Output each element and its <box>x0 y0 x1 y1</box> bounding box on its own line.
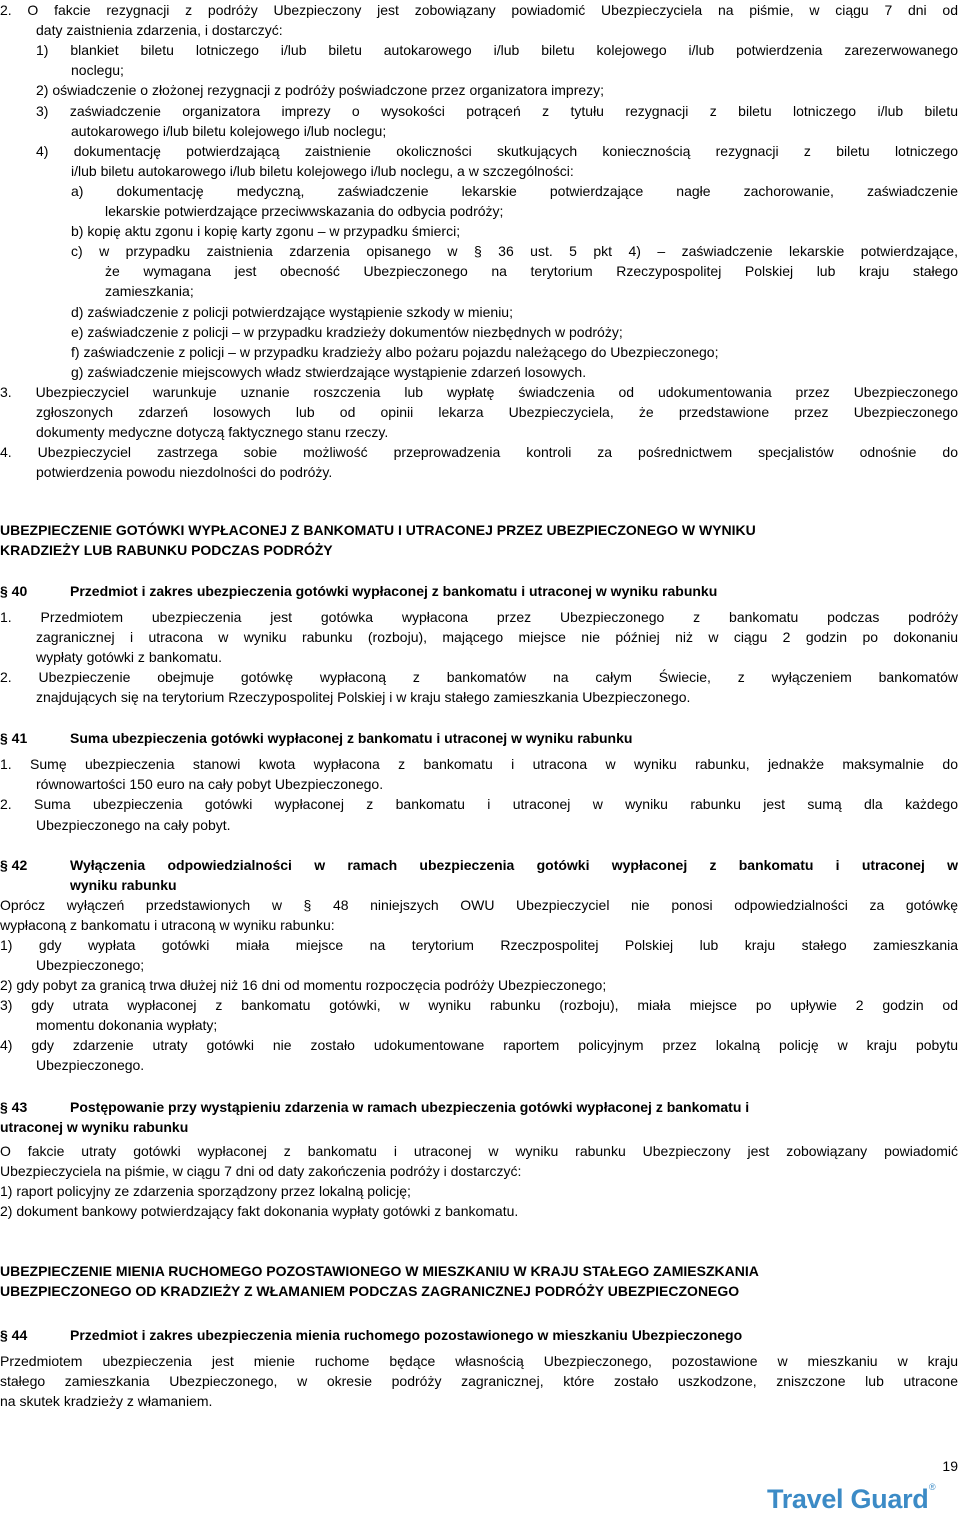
section-title: Wyłączenia odpowiedzialności w ramach ubezpieczenia gotówki wypłaconej z bankomatu i utraconej w <box>70 857 958 873</box>
list-item-continuation: Ubezpieczonego. <box>36 1057 145 1073</box>
section-number: § 42 <box>0 857 28 873</box>
section-number: § 41 <box>0 730 28 746</box>
paragraph-line: 4. Ubezpieczyciel zastrzega sobie możliwość przeprowadzenia kontroli za pośrednictwem specjalistów odnośnie do <box>0 444 958 460</box>
paragraph-line: dokumenty medyczne dotyczą faktycznego stanu rzeczy. <box>36 424 389 440</box>
paragraph-line: 2. Ubezpieczenie obejmuje gotówkę wypłaconą z bankomatów na całym Świecie, z wyłączeniem bankomatów <box>0 669 958 685</box>
list-item-continuation: Ubezpieczonego; <box>36 957 145 973</box>
section-heading: UBEZPIECZONEGO OD KRADZIEŻY Z WŁAMANIEM PODCZAS ZAGRANICZNEJ PODRÓŻY UBEZPIECZONEGO <box>0 1283 740 1299</box>
paragraph-line: równowartości 150 euro na cały pobyt Ubezpieczonego. <box>36 776 384 792</box>
paragraph-line: Oprócz wyłączeń przedstawionych w § 48 niniejszych OWU Ubezpieczyciel nie ponosi odpowiedzialności za gotówkę <box>0 897 958 913</box>
list-item: 3) zaświadczenie organizatora imprezy o wysokości potrąceń z tytułu rezygnacji z biletu lotniczego i/lub biletu <box>36 103 958 119</box>
paragraph-line: 2. O fakcie rezygnacji z podróży Ubezpieczony jest zobowiązany powiadomić Ubezpieczyciela na piśmie, w ciągu 7 dni od <box>0 2 958 18</box>
list-item-continuation: noclegu; <box>71 62 124 78</box>
list-item-continuation: momentu dokonania wypłaty; <box>36 1017 218 1033</box>
sub-list-item: g) zaświadczenie miejscowych władz stwierdzające wystąpienie zdarzeń losowych. <box>71 364 587 380</box>
list-item-continuation: i/lub biletu autokarowego i/lub biletu kolejowego i/lub noclegu, a w szczególności: <box>71 163 574 179</box>
section-heading: KRADZIEŻY LUB RABUNKU PODCZAS PODRÓŻY <box>0 542 333 558</box>
list-item: 1) gdy wypłata gotówki miała miejsce na terytorium Rzeczpospolitej Polskiej lub kraju stałego zamieszkania <box>0 937 958 953</box>
paragraph-line: 3. Ubezpieczyciel warunkuje uznanie roszczenia lub wypłatę świadczenia od udokumentowania przez Ubezpieczonego <box>0 384 958 400</box>
sub-list-item: a) dokumentację medyczną, zaświadczenie lekarskie potwierdzające nagłe zachorowanie, zaświadczenie <box>71 183 958 199</box>
paragraph-line: stałego zamieszkania Ubezpieczonego, w okresie podróży zagranicznej, które zostało uszkodzone, zniszczone lub utracone <box>0 1373 958 1389</box>
page-number: 19 <box>942 1458 958 1474</box>
list-item-continuation: autokarowego i/lub biletu kolejowego i/lub noclegu; <box>71 123 387 139</box>
paragraph-line: Ubezpieczonego na cały pobyt. <box>36 817 231 833</box>
paragraph-line: Przedmiotem ubezpieczenia jest mienie ruchome będące własnością Ubezpieczonego, pozostawione w mieszkaniu w kraju <box>0 1353 958 1369</box>
section-heading: UBEZPIECZENIE MIENIA RUCHOMEGO POZOSTAWIONEGO W MIESZKANIU W KRAJU STAŁEGO ZAMIESZKANIA <box>0 1263 759 1279</box>
section-title: Suma ubezpieczenia gotówki wypłaconej z bankomatu i utraconej w wyniku rabunku <box>70 730 633 746</box>
paragraph-line: wypłaty gotówki z bankomatu. <box>36 649 222 665</box>
list-item: 4) gdy zdarzenie utraty gotówki nie zostało udokumentowane raportem policyjnym przez lokalną policję w kraju pobytu <box>0 1037 958 1053</box>
sub-list-item: b) kopię aktu zgonu i kopię karty zgonu – w przypadku śmierci; <box>71 223 461 239</box>
sub-list-item: f) zaświadczenie z policji – w przypadku kradzieży albo pożaru pojazdu należącego do Ubezpieczonego; <box>71 344 719 360</box>
section-number: § 43 <box>0 1099 28 1115</box>
section-heading: UBEZPIECZENIE GOTÓWKI WYPŁACONEJ Z BANKOMATU I UTRACONEJ PRZEZ UBEZPIECZONEGO W WYNIKU <box>0 522 756 538</box>
paragraph-line: znajdujących się na terytorium Rzeczypospolitej Polskiej i w kraju stałego zamieszkania Ubezpieczonego. <box>36 689 691 705</box>
registered-mark: ® <box>929 1482 936 1492</box>
paragraph-line: wypłaconą z bankomatu i utraconą w wyniku rabunku: <box>0 917 335 933</box>
paragraph-line: O fakcie utraty gotówki wypłaconej z bankomatu i utraconej w wyniku rabunku Ubezpieczony jest zobowiązany powiadomić <box>0 1143 958 1159</box>
section-number: § 40 <box>0 583 28 599</box>
paragraph-line: 2. Suma ubezpieczenia gotówki wypłaconej z bankomatu i utraconej w wyniku rabunku jest sumą dla każdego <box>0 796 958 812</box>
logo-wordmark: Travel Guard <box>767 1484 929 1514</box>
list-item: 4) dokumentację potwierdzającą zaistnienie okoliczności skutkujących koniecznością rezygnacji z biletu lotniczego <box>36 143 958 159</box>
list-item: 3) gdy utrata wypłaconej z bankomatu gotówki, w wyniku rabunku (rozboju), miała miejsce po upływie 2 godzin od <box>0 997 958 1013</box>
list-item: 1) blankiet biletu lotniczego i/lub biletu autokarowego i/lub biletu kolejowego i/lub potwierdzenia zarezerwowanego <box>36 42 958 58</box>
paragraph-line: Ubezpieczyciela na piśmie, w ciągu 7 dni od daty zakończenia podróży i dostarczyć: <box>0 1163 522 1179</box>
paragraph-line: daty zaistnienia zdarzenia, i dostarczyć: <box>36 22 283 38</box>
section-number: § 44 <box>0 1327 28 1343</box>
section-title: Przedmiot i zakres ubezpieczenia mienia ruchomego pozostawionego w mieszkaniu Ubezpieczonego <box>70 1327 743 1343</box>
sub-list-item-continuation: zamieszkania; <box>105 283 194 299</box>
sub-list-item-continuation: że wymagana jest obecność Ubezpieczonego na terytorium Rzeczypospolitej Polskiej lub kraju stałego <box>105 263 958 279</box>
paragraph-line: potwierdzenia powodu niezdolności do podróży. <box>36 464 333 480</box>
paragraph-line: na skutek kradzieży z włamaniem. <box>0 1393 213 1409</box>
section-title: utraconej w wyniku rabunku <box>0 1119 189 1135</box>
list-item: 2) dokument bankowy potwierdzający fakt dokonania wypłaty gotówki z bankomatu. <box>0 1203 519 1219</box>
paragraph-line: 1. Przedmiotem ubezpieczenia jest gotówka wypłacona przez Ubezpieczonego z bankomatu podczas podróży <box>0 609 958 625</box>
sub-list-item: e) zaświadczenie z policji – w przypadku kradzieży dokumentów niezbędnych w podróży; <box>71 324 623 340</box>
paragraph-line: zagranicznej i utracona w wyniku rabunku (rozboju), mającego miejsce nie później niż w ciągu 2 godzin po dokonaniu <box>36 629 958 645</box>
sub-list-item: d) zaświadczenie z policji potwierdzające wystąpienie szkody w mieniu; <box>71 304 513 320</box>
sub-list-item: c) w przypadku zaistnienia zdarzenia opisanego w § 36 ust. 5 pkt 4) – zaświadczenie lekarskie potwierdzające, <box>71 243 958 259</box>
list-item: 2) oświadczenie o złożonej rezygnacji z podróży poświadczone przez organizatora imprezy; <box>36 82 605 98</box>
section-title: wyniku rabunku <box>70 877 177 893</box>
list-item: 2) gdy pobyt za granicą trwa dłużej niż 16 dni od momentu rozpoczęcia podróży Ubezpieczonego; <box>0 977 607 993</box>
section-title: Postępowanie przy wystąpieniu zdarzenia w ramach ubezpieczenia gotówki wypłaconej z bankomatu i <box>70 1099 750 1115</box>
paragraph-line: zgłoszonych zdarzeń losowych lub od opinii lekarza Ubezpieczyciela, że przedstawione przez Ubezpieczonego <box>36 404 958 420</box>
paragraph-line: 1. Sumę ubezpieczenia stanowi kwota wypłacona z bankomatu i utracona w wyniku rabunku, jednakże maksymalnie do <box>0 756 958 772</box>
sub-list-item-continuation: lekarskie potwierdzające przeciwwskazania do odbycia podróży; <box>105 203 504 219</box>
list-item: 1) raport policyjny ze zdarzenia sporządzony przez lokalną policję; <box>0 1183 411 1199</box>
section-title: Przedmiot i zakres ubezpieczenia gotówki wypłaconej z bankomatu i utraconej w wyniku rabunku <box>70 583 718 599</box>
